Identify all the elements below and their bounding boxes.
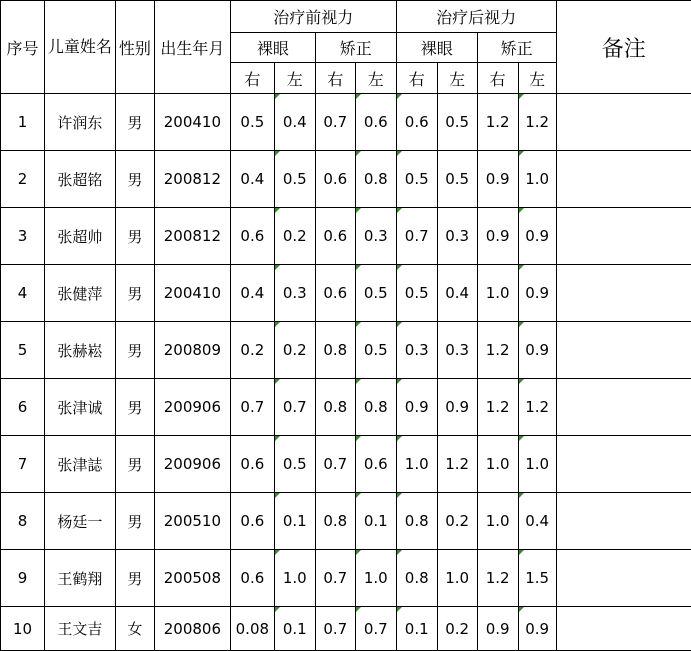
after-corrected-left-cell[interactable]: 0.9 bbox=[518, 208, 556, 265]
after-naked-right-cell[interactable]: 0.8 bbox=[396, 550, 437, 607]
after-treatment-header[interactable]: 治疗后视力 bbox=[396, 1, 556, 33]
after-naked-left-cell[interactable]: 0.5 bbox=[437, 94, 477, 151]
seq-cell[interactable]: 4 bbox=[1, 265, 45, 322]
before-corrected-right-cell[interactable]: 0.7 bbox=[315, 550, 355, 607]
seq-cell[interactable]: 8 bbox=[1, 493, 45, 550]
cell-comment-indicator-icon bbox=[397, 322, 402, 327]
cell-comment-indicator-icon bbox=[356, 493, 361, 498]
cell-comment-indicator-icon bbox=[519, 436, 524, 441]
remark-cell[interactable] bbox=[556, 208, 691, 265]
birth-cell[interactable]: 200410 bbox=[154, 94, 230, 151]
before-naked-left-cell[interactable]: 0.2 bbox=[274, 208, 315, 265]
before-corrected-right-cell[interactable]: 0.7 bbox=[315, 94, 355, 151]
after-corrected-right-cell[interactable]: 0.9 bbox=[477, 607, 518, 651]
gender-cell[interactable]: 男 bbox=[115, 550, 154, 607]
cell-comment-indicator-icon bbox=[519, 607, 524, 612]
cell-comment-indicator-icon bbox=[275, 550, 280, 555]
after-naked-left-cell[interactable]: 0.9 bbox=[437, 379, 477, 436]
cell-comment-indicator-icon bbox=[356, 94, 361, 99]
after-corrected-right-cell[interactable]: 0.9 bbox=[477, 208, 518, 265]
seq-cell[interactable]: 10 bbox=[1, 607, 45, 651]
after-corrected-left-cell[interactable]: 0.9 bbox=[518, 322, 556, 379]
gender-cell[interactable]: 女 bbox=[115, 607, 154, 651]
birth-cell[interactable]: 200812 bbox=[154, 151, 230, 208]
table-row bbox=[1, 208, 691, 265]
after-corrected-right-cell[interactable]: 1.2 bbox=[477, 379, 518, 436]
seq-header[interactable]: 序号 bbox=[1, 1, 45, 94]
cell-comment-indicator-icon bbox=[275, 265, 280, 270]
name-cell[interactable]: 张健萍 bbox=[44, 265, 115, 322]
after-corrected-header[interactable]: 矫正 bbox=[477, 33, 556, 63]
remark-cell[interactable] bbox=[556, 322, 691, 379]
before-naked-left-cell[interactable]: 0.1 bbox=[274, 493, 315, 550]
before-naked-right-cell[interactable]: 0.2 bbox=[230, 322, 274, 379]
after-naked-left-cell[interactable]: 0.2 bbox=[437, 493, 477, 550]
cell-comment-indicator-icon bbox=[397, 94, 402, 99]
before-corrected-right-cell[interactable]: 0.6 bbox=[315, 151, 355, 208]
before-naked-right-cell[interactable]: 0.4 bbox=[230, 151, 274, 208]
cell-comment-indicator-icon bbox=[397, 379, 402, 384]
header-row-1 bbox=[1, 1, 691, 33]
cell-comment-indicator-icon bbox=[397, 550, 402, 555]
table-body bbox=[1, 94, 691, 651]
cell-comment-indicator-icon bbox=[397, 493, 402, 498]
before-corrected-left-cell[interactable]: 0.6 bbox=[355, 436, 396, 493]
before-corrected-left-cell[interactable]: 0.8 bbox=[355, 151, 396, 208]
before-corrected-left-header[interactable]: 左 bbox=[355, 63, 396, 94]
after-naked-right-cell[interactable]: 0.7 bbox=[396, 208, 437, 265]
cell-comment-indicator-icon bbox=[275, 379, 280, 384]
cell-comment-indicator-icon bbox=[519, 265, 524, 270]
after-corrected-right-cell[interactable]: 1.2 bbox=[477, 322, 518, 379]
remark-cell[interactable] bbox=[556, 151, 691, 208]
cell-comment-indicator-icon bbox=[519, 208, 524, 213]
gender-cell[interactable]: 男 bbox=[115, 265, 154, 322]
cell-comment-indicator-icon bbox=[356, 436, 361, 441]
before-naked-right-cell[interactable]: 0.6 bbox=[230, 550, 274, 607]
cell-comment-indicator-icon bbox=[356, 322, 361, 327]
after-naked-left-cell[interactable]: 0.3 bbox=[437, 208, 477, 265]
birth-cell[interactable]: 200410 bbox=[154, 265, 230, 322]
seq-cell[interactable]: 1 bbox=[1, 94, 45, 151]
before-naked-left-cell[interactable]: 0.7 bbox=[274, 379, 315, 436]
after-naked-right-cell[interactable]: 0.5 bbox=[396, 265, 437, 322]
after-corrected-right-header[interactable]: 右 bbox=[477, 63, 518, 94]
birth-cell[interactable]: 200508 bbox=[154, 550, 230, 607]
after-corrected-left-cell[interactable]: 1.2 bbox=[518, 94, 556, 151]
gender-cell[interactable]: 男 bbox=[115, 436, 154, 493]
after-naked-left-cell[interactable]: 0.3 bbox=[437, 322, 477, 379]
before-corrected-left-cell[interactable]: 1.0 bbox=[355, 550, 396, 607]
cell-comment-indicator-icon bbox=[275, 493, 280, 498]
gender-cell[interactable]: 男 bbox=[115, 151, 154, 208]
before-corrected-right-cell[interactable]: 0.6 bbox=[315, 265, 355, 322]
before-naked-left-cell[interactable]: 0.5 bbox=[274, 151, 315, 208]
before-naked-right-header[interactable]: 右 bbox=[230, 63, 274, 94]
after-corrected-right-cell[interactable]: 1.0 bbox=[477, 493, 518, 550]
after-naked-right-cell[interactable]: 1.0 bbox=[396, 436, 437, 493]
gender-cell[interactable]: 男 bbox=[115, 322, 154, 379]
remark-cell[interactable] bbox=[556, 493, 691, 550]
cell-comment-indicator-icon bbox=[519, 94, 524, 99]
cell-comment-indicator-icon bbox=[397, 607, 402, 612]
cell-comment-indicator-icon bbox=[519, 151, 524, 156]
after-corrected-right-cell[interactable]: 1.2 bbox=[477, 94, 518, 151]
name-cell[interactable]: 王鹤翔 bbox=[44, 550, 115, 607]
after-naked-right-cell[interactable]: 0.3 bbox=[396, 322, 437, 379]
before-corrected-left-cell[interactable]: 0.1 bbox=[355, 493, 396, 550]
name-cell[interactable]: 张津诚 bbox=[44, 379, 115, 436]
cell-comment-indicator-icon bbox=[397, 151, 402, 156]
name-cell[interactable]: 张超帅 bbox=[44, 208, 115, 265]
before-corrected-left-cell[interactable]: 0.3 bbox=[355, 208, 396, 265]
table-row bbox=[1, 265, 691, 322]
birth-cell[interactable]: 200906 bbox=[154, 436, 230, 493]
before-corrected-right-cell[interactable]: 0.8 bbox=[315, 379, 355, 436]
after-corrected-left-cell[interactable]: 0.9 bbox=[518, 265, 556, 322]
name-cell[interactable]: 张津誌 bbox=[44, 436, 115, 493]
gender-header[interactable]: 性别 bbox=[115, 1, 154, 94]
before-corrected-right-cell[interactable]: 0.8 bbox=[315, 322, 355, 379]
before-treatment-header[interactable]: 治疗前视力 bbox=[230, 1, 396, 33]
cell-comment-indicator-icon bbox=[397, 265, 402, 270]
after-corrected-left-header[interactable]: 左 bbox=[518, 63, 556, 94]
before-naked-left-cell[interactable]: 0.1 bbox=[274, 607, 315, 651]
after-corrected-left-cell[interactable]: 1.0 bbox=[518, 151, 556, 208]
gender-cell[interactable]: 男 bbox=[115, 493, 154, 550]
gender-cell[interactable]: 男 bbox=[115, 208, 154, 265]
cell-comment-indicator-icon bbox=[397, 436, 402, 441]
cell-comment-indicator-icon bbox=[356, 151, 361, 156]
cell-comment-indicator-icon bbox=[275, 607, 280, 612]
table-row bbox=[1, 322, 691, 379]
birth-header[interactable]: 出生年月 bbox=[154, 1, 230, 94]
after-naked-right-cell[interactable]: 0.6 bbox=[396, 94, 437, 151]
after-corrected-right-cell[interactable]: 0.9 bbox=[477, 151, 518, 208]
table-row bbox=[1, 493, 691, 550]
cell-comment-indicator-icon bbox=[275, 208, 280, 213]
seq-cell[interactable]: 9 bbox=[1, 550, 45, 607]
after-naked-left-cell[interactable]: 1.0 bbox=[437, 550, 477, 607]
before-corrected-left-cell[interactable]: 0.6 bbox=[355, 94, 396, 151]
cell-comment-indicator-icon bbox=[356, 265, 361, 270]
table-row bbox=[1, 151, 691, 208]
after-corrected-left-cell[interactable]: 0.9 bbox=[518, 607, 556, 651]
before-corrected-right-cell[interactable]: 0.7 bbox=[315, 607, 355, 651]
seq-cell[interactable]: 7 bbox=[1, 436, 45, 493]
remark-cell[interactable] bbox=[556, 607, 691, 651]
cell-comment-indicator-icon bbox=[519, 322, 524, 327]
cell-comment-indicator-icon bbox=[275, 436, 280, 441]
before-corrected-left-cell[interactable]: 0.5 bbox=[355, 265, 396, 322]
before-corrected-header[interactable]: 矫正 bbox=[315, 33, 396, 63]
after-corrected-right-cell[interactable]: 1.0 bbox=[477, 265, 518, 322]
after-naked-left-cell[interactable]: 0.5 bbox=[437, 151, 477, 208]
after-naked-left-header[interactable]: 左 bbox=[437, 63, 477, 94]
cell-comment-indicator-icon bbox=[519, 550, 524, 555]
after-naked-left-cell[interactable]: 1.2 bbox=[437, 436, 477, 493]
after-naked-right-cell[interactable]: 0.1 bbox=[396, 607, 437, 651]
before-corrected-right-cell[interactable]: 0.8 bbox=[315, 493, 355, 550]
cell-comment-indicator-icon bbox=[356, 607, 361, 612]
cell-comment-indicator-icon bbox=[356, 208, 361, 213]
table-row bbox=[1, 550, 691, 607]
before-corrected-right-cell[interactable]: 0.6 bbox=[315, 208, 355, 265]
after-corrected-left-cell[interactable]: 0.4 bbox=[518, 493, 556, 550]
after-naked-right-cell[interactable]: 0.5 bbox=[396, 151, 437, 208]
after-corrected-left-cell[interactable]: 1.5 bbox=[518, 550, 556, 607]
before-corrected-right-header[interactable]: 右 bbox=[315, 63, 355, 94]
before-naked-left-cell[interactable]: 0.5 bbox=[274, 436, 315, 493]
cell-comment-indicator-icon bbox=[275, 322, 280, 327]
before-naked-left-cell[interactable]: 0.3 bbox=[274, 265, 315, 322]
remark-cell[interactable] bbox=[556, 265, 691, 322]
table-row bbox=[1, 436, 691, 493]
before-naked-right-cell[interactable]: 0.7 bbox=[230, 379, 274, 436]
table-row bbox=[1, 607, 691, 651]
after-naked-header[interactable]: 裸眼 bbox=[396, 33, 477, 63]
name-cell[interactable]: 杨廷一 bbox=[44, 493, 115, 550]
table-row bbox=[1, 94, 691, 151]
seq-cell[interactable]: 2 bbox=[1, 151, 45, 208]
before-naked-left-cell[interactable]: 1.0 bbox=[274, 550, 315, 607]
name-cell[interactable]: 许润东 bbox=[44, 94, 115, 151]
before-naked-right-cell[interactable]: 0.5 bbox=[230, 94, 274, 151]
after-naked-left-cell[interactable]: 0.4 bbox=[437, 265, 477, 322]
before-naked-right-cell[interactable]: 0.08 bbox=[230, 607, 274, 651]
cell-comment-indicator-icon bbox=[275, 94, 280, 99]
remark-cell[interactable] bbox=[556, 94, 691, 151]
name-cell[interactable]: 张赫崧 bbox=[44, 322, 115, 379]
cell-comment-indicator-icon bbox=[519, 379, 524, 384]
seq-cell[interactable]: 3 bbox=[1, 208, 45, 265]
name-header[interactable]: 儿童姓名 bbox=[44, 1, 115, 94]
before-naked-right-cell[interactable]: 0.6 bbox=[230, 436, 274, 493]
before-naked-left-cell[interactable]: 0.2 bbox=[274, 322, 315, 379]
table-row bbox=[1, 379, 691, 436]
remark-cell[interactable] bbox=[556, 436, 691, 493]
after-corrected-right-cell[interactable]: 1.0 bbox=[477, 436, 518, 493]
cell-comment-indicator-icon bbox=[397, 208, 402, 213]
cell-comment-indicator-icon bbox=[356, 379, 361, 384]
before-naked-right-cell[interactable]: 0.6 bbox=[230, 493, 274, 550]
gender-cell[interactable]: 男 bbox=[115, 94, 154, 151]
seq-cell[interactable]: 5 bbox=[1, 322, 45, 379]
gender-cell[interactable]: 男 bbox=[115, 379, 154, 436]
after-naked-right-cell[interactable]: 0.8 bbox=[396, 493, 437, 550]
name-cell[interactable]: 王文吉 bbox=[44, 607, 115, 651]
birth-cell[interactable]: 200812 bbox=[154, 208, 230, 265]
after-naked-right-header[interactable]: 右 bbox=[396, 63, 437, 94]
seq-cell[interactable]: 6 bbox=[1, 379, 45, 436]
after-corrected-left-cell[interactable]: 1.0 bbox=[518, 436, 556, 493]
after-corrected-right-cell[interactable]: 1.2 bbox=[477, 550, 518, 607]
before-naked-left-cell[interactable]: 0.4 bbox=[274, 94, 315, 151]
birth-cell[interactable]: 200510 bbox=[154, 493, 230, 550]
remark-cell[interactable] bbox=[556, 379, 691, 436]
before-naked-left-header[interactable]: 左 bbox=[274, 63, 315, 94]
before-naked-header[interactable]: 裸眼 bbox=[230, 33, 315, 63]
after-corrected-left-cell[interactable]: 1.2 bbox=[518, 379, 556, 436]
before-naked-right-cell[interactable]: 0.4 bbox=[230, 265, 274, 322]
cell-comment-indicator-icon bbox=[275, 151, 280, 156]
remark-cell[interactable] bbox=[556, 550, 691, 607]
cell-comment-indicator-icon bbox=[519, 493, 524, 498]
remark-header[interactable]: 备注 bbox=[556, 1, 691, 94]
before-corrected-left-cell[interactable]: 0.5 bbox=[355, 322, 396, 379]
after-naked-left-cell[interactable]: 0.2 bbox=[437, 607, 477, 651]
birth-cell[interactable]: 200906 bbox=[154, 379, 230, 436]
cell-comment-indicator-icon bbox=[356, 550, 361, 555]
birth-cell[interactable]: 200809 bbox=[154, 322, 230, 379]
before-naked-right-cell[interactable]: 0.6 bbox=[230, 208, 274, 265]
name-cell[interactable]: 张超铭 bbox=[44, 151, 115, 208]
before-corrected-left-cell[interactable]: 0.8 bbox=[355, 379, 396, 436]
birth-cell[interactable]: 200806 bbox=[154, 607, 230, 651]
after-naked-right-cell[interactable]: 0.9 bbox=[396, 379, 437, 436]
before-corrected-right-cell[interactable]: 0.7 bbox=[315, 436, 355, 493]
before-corrected-left-cell[interactable]: 0.7 bbox=[355, 607, 396, 651]
